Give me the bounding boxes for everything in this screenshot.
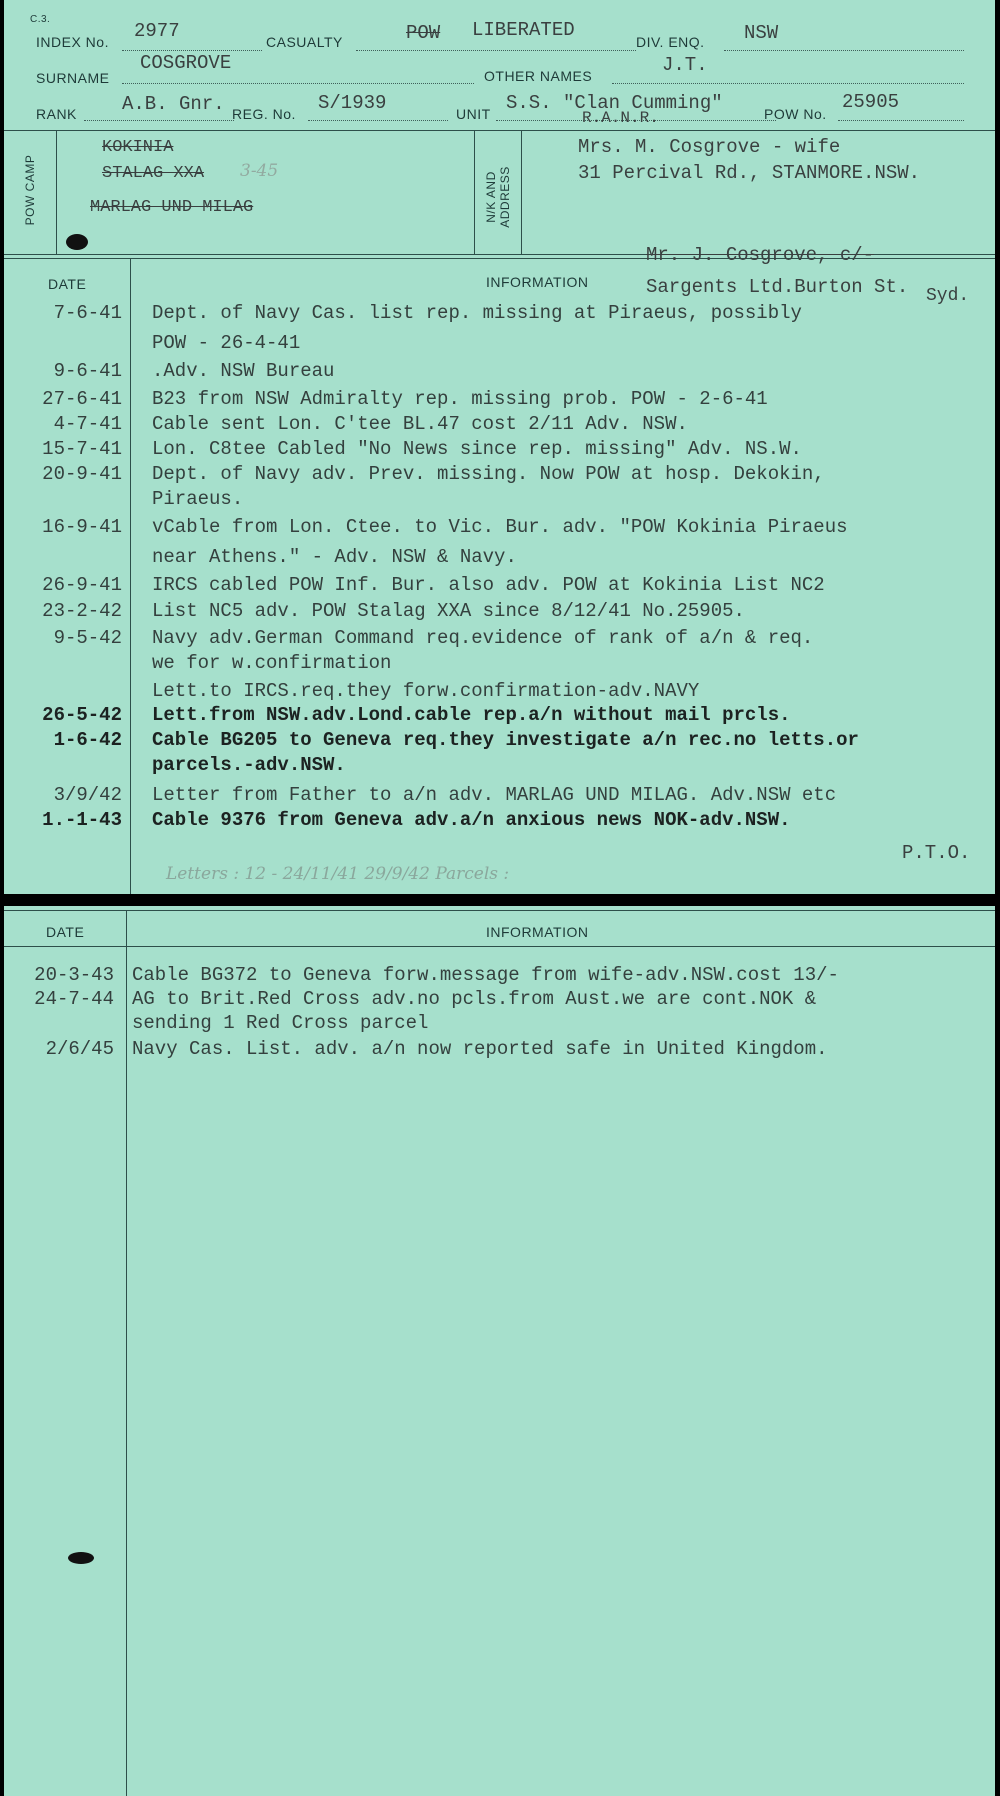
pow-no-label: POW No. bbox=[764, 106, 827, 122]
old-nok-line1: Mr. J. Cosgrove, c/- bbox=[646, 244, 875, 266]
rank-value: A.B. Gnr. bbox=[122, 93, 225, 115]
rank-label: RANK bbox=[36, 106, 77, 122]
entry-text: POW - 26-4-41 bbox=[152, 332, 301, 354]
entry-text: Cable 9376 from Geneva adv.a/n anxious news NOK-adv.NSW. bbox=[152, 809, 791, 831]
entry-date: 9-5-42 bbox=[53, 627, 122, 649]
entry-date: 20-3-43 bbox=[34, 964, 114, 986]
entry-text: Cable sent Lon. C'tee BL.47 cost 2/11 Adv. NSW. bbox=[152, 413, 688, 435]
record-card-front bbox=[4, 0, 995, 894]
other-names-label: OTHER NAMES bbox=[484, 68, 593, 84]
nok-divider-left bbox=[474, 130, 475, 254]
unit-value-line2: R.A.N.R. bbox=[582, 109, 659, 127]
entry-date: 26-5-42 bbox=[42, 704, 122, 726]
entry-text: B23 from NSW Admiralty rep. missing prob. POW - 2-6-41 bbox=[152, 388, 768, 410]
corner-code: C.3. bbox=[30, 14, 51, 25]
casualty-label: CASUALTY bbox=[266, 34, 343, 50]
entry-date: 7-6-41 bbox=[53, 302, 122, 324]
entry-text: Dept. of Navy adv. Prev. missing. Now POW at hosp. Dekokin, bbox=[152, 463, 825, 485]
entry-date: 26-9-41 bbox=[42, 574, 122, 596]
nok-divider-right bbox=[521, 130, 522, 254]
date-column-divider bbox=[130, 258, 131, 894]
entry-date: 3/9/42 bbox=[53, 784, 122, 806]
pow-camp-label: POW CAMP bbox=[23, 154, 37, 226]
entry-date: 1-6-42 bbox=[53, 729, 122, 751]
entry-text: near Athens." - Adv. NSW & Navy. bbox=[152, 546, 517, 568]
pencil-note: Letters : 12 - 24/11/41 29/9/42 Parcels : bbox=[166, 864, 510, 884]
entry-date: 15-7-41 bbox=[42, 438, 122, 460]
entry-text: Letter from Father to a/n adv. MARLAG UND MILAG. Adv.NSW etc bbox=[152, 784, 837, 806]
pow-camp-line1: KOKINIA bbox=[102, 138, 174, 157]
entry-text: Lon. C8tee Cabled "No News since rep. missing" Adv. NS.W. bbox=[152, 438, 802, 460]
div-enq-value: NSW bbox=[744, 22, 779, 44]
entry-text: we for w.confirmation bbox=[152, 652, 392, 674]
div-enq-label: DIV. ENQ. bbox=[636, 34, 705, 50]
information-column-header: INFORMATION bbox=[486, 924, 589, 940]
entry-date: 23-2-42 bbox=[42, 600, 122, 622]
pow-camp-line2: STALAG XXA bbox=[102, 164, 205, 183]
pow-camp-line3: MARLAG UND MILAG bbox=[90, 198, 254, 217]
entry-date: 16-9-41 bbox=[42, 516, 122, 538]
entry-text: Lett.from NSW.adv.Lond.cable rep.a/n without mail prcls. bbox=[152, 704, 791, 726]
unit-value-line1: S.S. "Clan Cumming" bbox=[506, 92, 723, 114]
entry-text: vCable from Lon. Ctee. to Vic. Bur. adv. "POW Kokinia Piraeus bbox=[152, 516, 848, 538]
casualty-line bbox=[356, 50, 636, 51]
div-enq-line bbox=[724, 50, 964, 51]
casualty-struck-value: POW bbox=[406, 22, 441, 44]
ink-blot bbox=[66, 234, 88, 250]
pto-note: P.T.O. bbox=[902, 842, 971, 864]
entry-date: 20-9-41 bbox=[42, 463, 122, 485]
entry-date: 24-7-44 bbox=[34, 988, 114, 1010]
surname-value: COSGROVE bbox=[140, 52, 232, 74]
entry-date: 9-6-41 bbox=[53, 360, 122, 382]
rank-line bbox=[84, 120, 234, 121]
index-no-label: INDEX No. bbox=[36, 34, 109, 50]
other-names-value: J.T. bbox=[662, 54, 708, 76]
entry-text: Navy Cas. List. adv. a/n now reported safe in United Kingdom. bbox=[132, 1038, 828, 1060]
index-no-line bbox=[122, 50, 262, 51]
casualty-value: LIBERATED bbox=[472, 19, 575, 41]
unit-label: UNIT bbox=[456, 106, 491, 122]
entry-date: 4-7-41 bbox=[53, 413, 122, 435]
pow-camp-divider bbox=[56, 130, 57, 254]
entry-text: Navy adv.German Command req.evidence of rank of a/n & req. bbox=[152, 627, 814, 649]
entry-text: Piraeus. bbox=[152, 488, 244, 510]
nok-line1: Mrs. M. Cosgrove - wife bbox=[578, 136, 841, 158]
entry-date: 1.-1-43 bbox=[42, 809, 122, 831]
surname-line bbox=[122, 83, 474, 84]
entry-text: sending 1 Red Cross parcel bbox=[132, 1012, 429, 1034]
entry-text: parcels.-adv.NSW. bbox=[152, 754, 346, 776]
old-nok-line2-suffix: Syd. bbox=[926, 286, 970, 306]
reg-no-line bbox=[308, 120, 448, 121]
nk-address-label: N/K AND ADDRESS bbox=[484, 166, 512, 228]
entry-date: 2/6/45 bbox=[45, 1038, 114, 1060]
reg-no-label: REG. No. bbox=[232, 106, 296, 122]
entry-text: AG to Brit.Red Cross adv.no pcls.from Aust.we are cont.NOK & bbox=[132, 988, 817, 1010]
pow-no-value: 25905 bbox=[842, 91, 900, 113]
surname-label: SURNAME bbox=[36, 70, 110, 86]
entry-text: .Adv. NSW Bureau bbox=[152, 360, 335, 382]
entry-text: Dept. of Navy Cas. list rep. missing at Piraeus, possibly bbox=[152, 302, 802, 324]
index-no-value: 2977 bbox=[134, 20, 180, 42]
card2-header-divider bbox=[4, 946, 995, 947]
entry-text: Lett.to IRCS.req.they forw.confirmation-adv.NAVY bbox=[152, 680, 700, 702]
card2-date-column-divider bbox=[126, 910, 127, 1796]
entry-text: Cable BG205 to Geneva req.they investigate a/n rec.no letts.or bbox=[152, 729, 859, 751]
old-nok-line2: Sargents Ltd.Burton St. bbox=[646, 276, 909, 298]
record-card-back bbox=[4, 906, 995, 1796]
other-names-line bbox=[612, 83, 964, 84]
entry-text: List NC5 adv. POW Stalag XXA since 8/12/41 No.25905. bbox=[152, 600, 745, 622]
section-divider bbox=[4, 130, 995, 131]
nok-line2: 31 Percival Rd., STANMORE.NSW. bbox=[578, 162, 921, 184]
ink-blot bbox=[68, 1552, 94, 1564]
pow-camp-line2-pencil: 3-45 bbox=[240, 161, 279, 181]
pow-no-line bbox=[838, 120, 964, 121]
entry-text: IRCS cabled POW Inf. Bur. also adv. POW at Kokinia List NC2 bbox=[152, 574, 825, 596]
information-column-header: INFORMATION bbox=[486, 274, 589, 290]
entry-date: 27-6-41 bbox=[42, 388, 122, 410]
entry-text: Cable BG372 to Geneva forw.message from wife-adv.NSW.cost 13/- bbox=[132, 964, 839, 986]
date-column-header: DATE bbox=[48, 276, 87, 292]
reg-no-value: S/1939 bbox=[318, 92, 387, 114]
date-column-header: DATE bbox=[46, 924, 85, 940]
card2-top-rule bbox=[4, 910, 995, 911]
